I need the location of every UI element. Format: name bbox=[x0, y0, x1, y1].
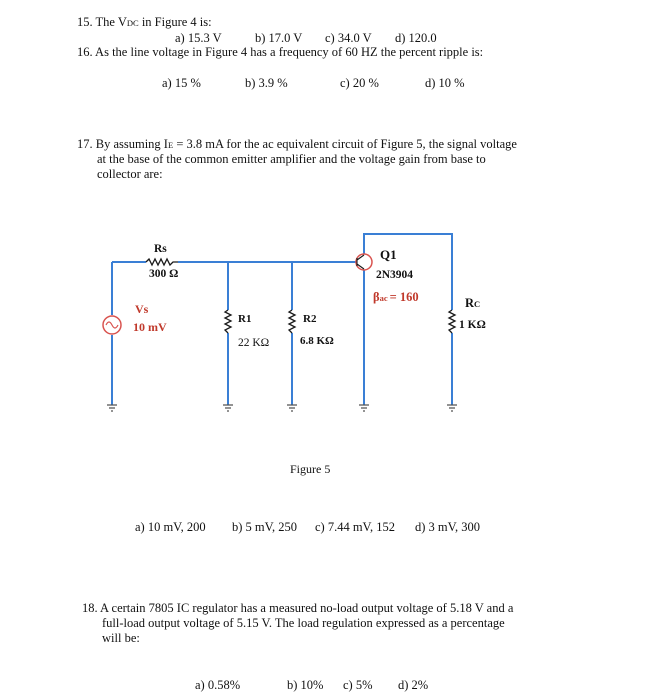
q18-option-a: a) 0.58% bbox=[195, 678, 241, 692]
figure5-caption: Figure 5 bbox=[290, 462, 331, 476]
q1-part: 2N3904 bbox=[376, 269, 414, 281]
q17-line1-suffix: = 3.8 mA for the ac equivalent circuit of Figure 5, the signal voltage bbox=[173, 137, 517, 151]
q18-option-b: b) 10% bbox=[287, 678, 324, 692]
q16-option-a: a) 15 % bbox=[162, 76, 201, 90]
q16-option-b: b) 3.9 % bbox=[245, 76, 288, 90]
vs-value: 10 mV bbox=[133, 320, 167, 334]
rc-value: 1 KΩ bbox=[459, 319, 486, 331]
beta-sub: ac bbox=[379, 293, 388, 303]
beta-symbol: β bbox=[373, 290, 380, 304]
r1-resistor-symbol bbox=[225, 310, 231, 333]
q18-stem-line3: will be: bbox=[102, 631, 140, 645]
rc-resistor-symbol bbox=[449, 310, 455, 333]
rs-label: Rs bbox=[154, 243, 167, 255]
q15-option-c: c) 34.0 V bbox=[325, 31, 372, 45]
rc-name: R bbox=[465, 296, 475, 310]
q17-stem-line2: at the base of the common emitter amplifier and the voltage gain from base to bbox=[97, 152, 486, 166]
rc-label bbox=[465, 296, 480, 311]
beta-label bbox=[373, 290, 419, 305]
q17-line1-sub: E bbox=[167, 140, 174, 150]
ground-symbol-r2 bbox=[287, 405, 297, 411]
rs-resistor-symbol bbox=[146, 259, 178, 265]
q17-option-b: b) 5 mV, 250 bbox=[232, 520, 298, 534]
r1-value: 22 KΩ bbox=[238, 337, 270, 349]
vs-label: Vs bbox=[135, 302, 149, 316]
r2-value: 6.8 KΩ bbox=[300, 335, 334, 347]
q18-option-c: c) 5% bbox=[343, 678, 373, 692]
q15-option-b: b) 17.0 V bbox=[255, 31, 303, 45]
ground-symbol-r1 bbox=[223, 405, 233, 411]
r2-label: R2 bbox=[303, 313, 317, 325]
q15-stem-suffix: in Figure 4 is: bbox=[138, 15, 212, 29]
q15-option-a: a) 15.3 V bbox=[175, 31, 222, 45]
q15-option-d: d) 120.0 bbox=[395, 31, 437, 45]
q17-option-a: a) 10 mV, 200 bbox=[135, 520, 206, 534]
q15-stem-sub: DC bbox=[126, 18, 139, 28]
q17-stem-line3: collector are: bbox=[97, 167, 163, 181]
q18-option-d: d) 2% bbox=[398, 678, 429, 692]
ground-symbol-emitter bbox=[359, 405, 369, 411]
q17-line1-prefix: 17. By assuming I bbox=[77, 137, 168, 151]
q16-option-d: d) 10 % bbox=[425, 76, 465, 90]
ground-symbol-source bbox=[107, 405, 117, 411]
q17-option-c: c) 7.44 mV, 152 bbox=[315, 520, 395, 534]
rs-value: 300 Ω bbox=[149, 268, 179, 280]
q16-stem: 16. As the line voltage in Figure 4 has a frequency of 60 HZ the percent ripple is: bbox=[77, 45, 484, 59]
q15-stem-prefix: 15. The V bbox=[77, 15, 127, 29]
q16-option-c: c) 20 % bbox=[340, 76, 379, 90]
q17-option-d: d) 3 mV, 300 bbox=[415, 520, 481, 534]
q1-label: Q1 bbox=[380, 247, 397, 262]
r1-label: R1 bbox=[238, 313, 252, 325]
rc-sub: C bbox=[474, 299, 481, 309]
r2-resistor-symbol bbox=[289, 310, 295, 333]
beta-value: = 160 bbox=[389, 290, 419, 304]
ground-symbol-rc bbox=[447, 405, 457, 411]
q18-stem-line1: 18. A certain 7805 IC regulator has a measured no-load output voltage of 5.18 V and a bbox=[82, 601, 514, 615]
transistor-q1-symbol bbox=[356, 254, 372, 270]
q18-stem-line2: full-load output voltage of 5.15 V. The load regulation expressed as a percentage bbox=[102, 616, 505, 630]
